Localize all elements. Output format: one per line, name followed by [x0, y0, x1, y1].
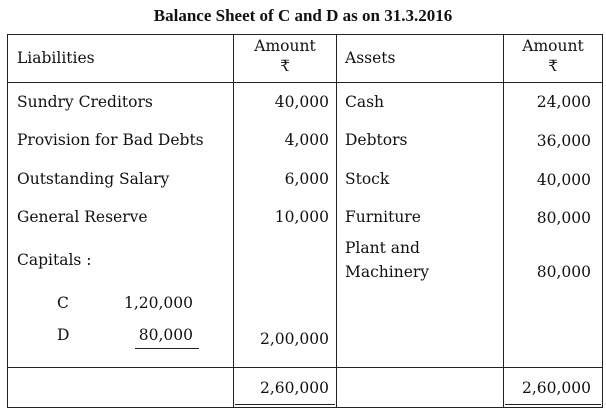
capital-subtotal-underline: [135, 348, 199, 349]
capitals-total: 2,00,000: [259, 330, 329, 348]
total-double-underline: [505, 404, 601, 405]
liability-amount: 40,000: [274, 93, 329, 111]
liability-amount: 10,000: [274, 208, 329, 226]
liability-label: Provision for Bad Debts: [17, 131, 204, 149]
total-row-divider: [7, 367, 603, 368]
liability-label: General Reserve: [17, 208, 148, 226]
header-amount-liabilities: Amount: [254, 37, 316, 55]
page-title: Balance Sheet of C and D as on 31.3.2016: [153, 6, 453, 25]
liability-label: Capitals :: [17, 251, 92, 269]
header-amount-assets: Amount: [522, 37, 584, 55]
header-currency-assets: ₹: [548, 57, 558, 75]
asset-amount: 80,000: [536, 209, 591, 227]
total-liabilities: 2,60,000: [259, 379, 329, 397]
capital-partner-amount: 80,000: [138, 326, 193, 344]
balance-sheet-table: [7, 34, 603, 408]
liability-amount: 6,000: [284, 170, 329, 188]
capital-partner-amount: 1,20,000: [123, 294, 193, 312]
total-double-underline: [235, 404, 335, 405]
capital-partner-name: D: [57, 326, 70, 344]
asset-amount: 80,000: [536, 263, 591, 281]
asset-amount: 36,000: [536, 132, 591, 150]
asset-label: Furniture: [345, 208, 421, 226]
column-divider: [336, 34, 337, 408]
header-currency-liabilities: ₹: [280, 57, 290, 75]
asset-amount: 40,000: [536, 171, 591, 189]
table-border-right: [602, 34, 603, 408]
asset-label: Stock: [345, 170, 390, 188]
asset-label: Machinery: [345, 263, 430, 281]
liability-label: Sundry Creditors: [17, 93, 153, 111]
asset-label: Plant and: [345, 239, 420, 257]
table-border-left: [7, 34, 8, 408]
header-divider: [7, 82, 603, 83]
capital-partner-name: C: [57, 294, 69, 312]
asset-label: Debtors: [345, 131, 408, 149]
liability-amount: 4,000: [284, 131, 329, 149]
liability-label: Outstanding Salary: [17, 170, 170, 188]
total-assets: 2,60,000: [521, 379, 591, 397]
asset-amount: 24,000: [536, 93, 591, 111]
table-border-bottom: [7, 407, 603, 408]
header-assets: Assets: [345, 49, 396, 67]
asset-label: Cash: [345, 93, 385, 111]
header-liabilities: Liabilities: [17, 49, 95, 67]
